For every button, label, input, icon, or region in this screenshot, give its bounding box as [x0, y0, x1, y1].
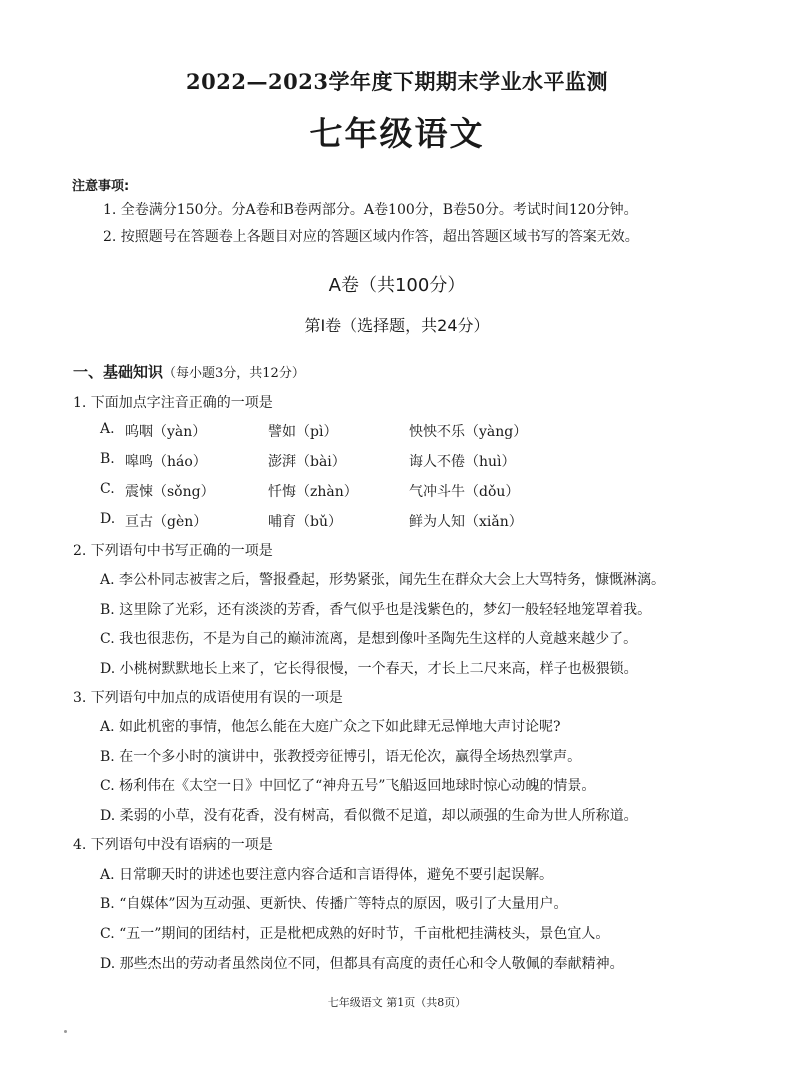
- option-letter: B.: [100, 451, 115, 467]
- option-item: 诲人不倦（huì）: [409, 454, 516, 470]
- part-heading-title: 一、基础知识: [73, 363, 164, 381]
- part-heading: [73, 361, 305, 382]
- option-item: 震悚（sǒng）: [125, 484, 215, 500]
- notice-item: 1. 全卷满分150分。分A卷和B卷两部分。A卷100分，B卷50分。考试时间120分钟。: [103, 202, 638, 218]
- option-item: 譬如（pì）: [268, 424, 338, 440]
- section-a-title: A卷（共100分）: [328, 275, 466, 296]
- option-item: A. 如此机密的事情，他怎么能在大庭广众之下如此肆无忌惮地大声讨论呢?: [100, 719, 561, 735]
- option-letter: D.: [100, 511, 116, 527]
- question-stem: 3. 下列语句中加点的成语使用有误的一项是: [73, 690, 343, 706]
- question-stem: 1. 下面加点字注音正确的一项是: [73, 395, 273, 411]
- option-item: B. “自媒体”因为互动强、更新快、传播广等特点的原因，吸引了大量用户。: [100, 896, 568, 912]
- option-item: A. 李公朴同志被害之后，警报叠起，形势紧张，闻先生在群众大会上大骂特务，慷慨淋漓。: [100, 572, 666, 588]
- option-item: C. 杨利伟在《太空一日》中回忆了“神舟五号”飞船返回地球时惊心动魄的情景。: [100, 778, 596, 794]
- exam-title: 2022—2023学年度下期期末学业水平监测: [186, 69, 608, 94]
- option-item: 怏怏不乐（yàng）: [409, 424, 528, 440]
- option-letter: A.: [100, 421, 115, 437]
- option-item: 鲜为人知（xiǎn）: [409, 514, 523, 530]
- option-item: D. 那些杰出的劳动者虽然岗位不同，但都具有高度的责任心和令人敬佩的奉献精神。: [100, 956, 624, 972]
- part-one-title: 第Ⅰ卷（选择题，共24分）: [304, 316, 490, 335]
- option-item: B. 在一个多小时的演讲中，张教授旁征博引，语无伦次，赢得全场热烈掌声。: [100, 749, 582, 765]
- option-item: 澎湃（bài）: [268, 454, 346, 470]
- option-item: D. 柔弱的小草，没有花香，没有树高，看似微不足道，却以顽强的生命为世人所称道。: [100, 808, 638, 824]
- scan-speck: [64, 1030, 67, 1033]
- notice-heading: 注意事项:: [72, 179, 130, 194]
- option-item: 嗥鸣（háo）: [125, 454, 207, 470]
- option-item: 气冲斗牛（dǒu）: [409, 484, 520, 500]
- option-item: B. 这里除了光彩，还有淡淡的芳香，香气似乎也是浅紫色的，梦幻一般轻轻地笼罩着我。: [100, 602, 652, 618]
- question-stem: 4. 下列语句中没有语病的一项是: [73, 837, 273, 853]
- option-item: 亘古（gèn）: [125, 514, 208, 530]
- notice-item: 2. 按照题号在答题卷上各题目对应的答题区域内作答，超出答题区域书写的答案无效。: [103, 229, 639, 245]
- option-item: C. 我也很悲伤，不是为自己的巅沛流离，是想到像叶圣陶先生这样的人竟越来越少了。: [100, 631, 638, 647]
- option-item: C. “五一”期间的团结村，正是枇杷成熟的好时节，千亩枇杷挂满枝头，景色宜人。: [100, 926, 610, 942]
- option-item: A. 日常聊天时的讲述也要注意内容合适和言语得体，避免不要引起误解。: [100, 867, 554, 883]
- option-item: 哺育（bǔ）: [268, 514, 342, 530]
- part-heading-note: （每小题3分，共12分）: [163, 366, 305, 381]
- subject-title: 七年级语文: [309, 114, 485, 153]
- option-item: D. 小桃树默默地长上来了，它长得很慢，一个春天，才长上二尺来高，样子也极猥锁。: [100, 661, 638, 677]
- option-item: 呜咽（yàn）: [125, 424, 207, 440]
- option-letter: C.: [100, 481, 115, 497]
- question-stem: 2. 下列语句中书写正确的一项是: [73, 543, 273, 559]
- page-footer: 七年级语文 第1页（共8页）: [327, 996, 467, 1009]
- option-item: 忏悔（zhàn）: [268, 484, 358, 500]
